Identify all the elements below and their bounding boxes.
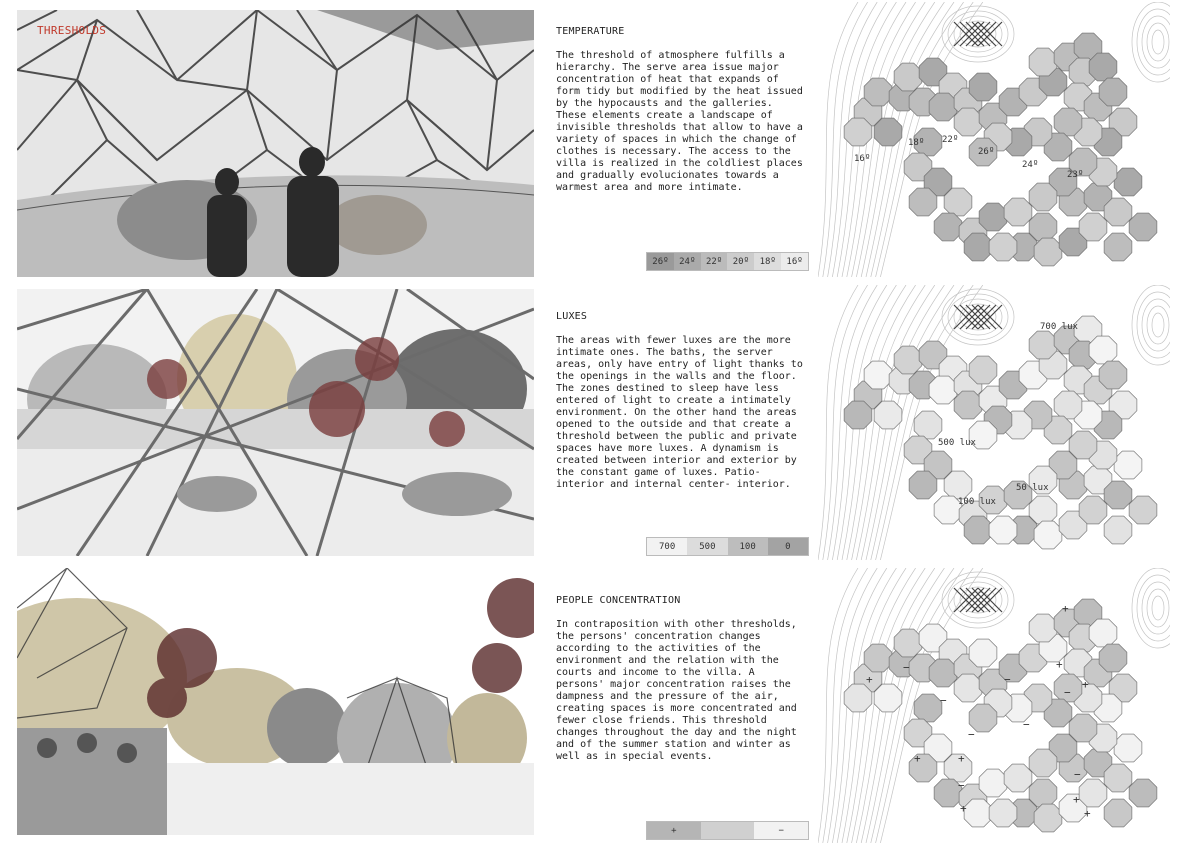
sheet-title: THRESHOLDS bbox=[37, 24, 107, 37]
plan-cell bbox=[894, 63, 922, 91]
plan-cell bbox=[954, 674, 982, 702]
people-text bbox=[556, 595, 806, 763]
plan-cell bbox=[1104, 198, 1132, 226]
concentration-mark: + bbox=[1056, 658, 1063, 671]
people-plan bbox=[818, 568, 1170, 843]
plan-cell bbox=[1029, 183, 1057, 211]
plan-cell bbox=[1089, 53, 1117, 81]
plan-cell bbox=[989, 516, 1017, 544]
courtyard-image bbox=[17, 289, 534, 556]
plan-cell bbox=[1079, 779, 1107, 807]
plan-cell bbox=[1104, 481, 1132, 509]
plan-cell bbox=[1029, 779, 1057, 807]
plan-cell bbox=[1089, 336, 1117, 364]
concentration-mark: + bbox=[960, 802, 967, 815]
plan-cell bbox=[954, 391, 982, 419]
plan-cell bbox=[1104, 516, 1132, 544]
plan-cell bbox=[844, 401, 872, 429]
concentration-mark: + bbox=[1062, 602, 1069, 615]
section-body: The threshold of atmosphere fulfills a hierarchy. The serve area issue major concentration of heat that expands of form tidy but modified by the heat issued by the hypocausts and the galleries. These elements create a landscape of invisible thresholds that allow to have a variety of spaces in which the change of clothes is necessary. The access to the villa is realized in the coldliest places and gradually evolucionates towards a warmest area and more intimate. bbox=[556, 50, 803, 193]
plan-cell bbox=[1004, 198, 1032, 226]
plan-label: 50 lux bbox=[1016, 483, 1049, 493]
concentration-mark: + bbox=[1082, 678, 1089, 691]
plan-cell bbox=[989, 799, 1017, 827]
plan-cell bbox=[909, 188, 937, 216]
plan-cell bbox=[1129, 779, 1157, 807]
plan-cell bbox=[1029, 496, 1057, 524]
plan-cell bbox=[1029, 749, 1057, 777]
plan-cell bbox=[1099, 361, 1127, 389]
plan-cell bbox=[894, 629, 922, 657]
legend-cell: 24º bbox=[674, 253, 701, 270]
plan-cell bbox=[1004, 764, 1032, 792]
plan-cell bbox=[1034, 521, 1062, 549]
plan-label: 24º bbox=[1022, 160, 1039, 170]
section-body: The areas with fewer luxes are the more intimate ones. The baths, the server areas, only have entry of light thanks to the openings in the walls and the floor. The zones destined to sleep have less entered of light to create a intimately environment. On the other hand the areas opened to the outside and that create a threshold between the public and private spaces have more luxes. A dynamism is created between interior and exterior by the constant game of luxes. Patio-interior and internal center- interior. bbox=[556, 335, 803, 490]
legend-cell: + bbox=[647, 822, 701, 839]
concentration-mark: − bbox=[903, 661, 910, 674]
plan-cell bbox=[1069, 714, 1097, 742]
plan-cell bbox=[1114, 451, 1142, 479]
plan-cell bbox=[844, 118, 872, 146]
plan-cell bbox=[1054, 108, 1082, 136]
site-plan-diagram bbox=[818, 285, 1170, 560]
plan-cell bbox=[914, 694, 942, 722]
plan-cell bbox=[969, 73, 997, 101]
temperature-text bbox=[556, 26, 806, 194]
legend-cell: 22º bbox=[701, 253, 728, 270]
site-plan-diagram bbox=[818, 2, 1170, 277]
plan-cell bbox=[944, 188, 972, 216]
luxes-plan bbox=[818, 285, 1170, 560]
plan-cell bbox=[929, 659, 957, 687]
section-title: PEOPLE CONCENTRATION bbox=[556, 595, 681, 606]
concentration-mark: + bbox=[914, 752, 921, 765]
plan-cell bbox=[1129, 496, 1157, 524]
section-title: TEMPERATURE bbox=[556, 26, 625, 37]
festival-image bbox=[17, 568, 534, 835]
concentration-mark: + bbox=[958, 752, 965, 765]
contour-line bbox=[1152, 313, 1164, 337]
site-plan-diagram bbox=[818, 568, 1170, 843]
concentration-mark: − bbox=[940, 694, 947, 707]
plan-cell bbox=[909, 471, 937, 499]
plan-cell bbox=[1114, 734, 1142, 762]
plan-cell bbox=[969, 356, 997, 384]
plan-cell bbox=[1099, 78, 1127, 106]
plan-label: 700 lux bbox=[1040, 322, 1078, 332]
concentration-mark: − bbox=[1074, 768, 1081, 781]
plan-cell bbox=[1034, 804, 1062, 832]
plan-cell bbox=[964, 799, 992, 827]
plan-cell bbox=[1069, 431, 1097, 459]
people-render bbox=[17, 568, 534, 835]
plan-cell bbox=[1029, 48, 1057, 76]
concentration-mark: + bbox=[866, 673, 873, 686]
plan-cell bbox=[1079, 213, 1107, 241]
contour-line bbox=[1142, 16, 1170, 68]
concentration-mark: − bbox=[1064, 686, 1071, 699]
luxes-render bbox=[17, 289, 534, 556]
plan-cell bbox=[929, 93, 957, 121]
plan-label: 500 lux bbox=[938, 438, 976, 448]
plan-cell bbox=[979, 203, 1007, 231]
plan-cell bbox=[914, 411, 942, 439]
plan-label: 22º bbox=[942, 135, 959, 145]
plan-cell bbox=[874, 401, 902, 429]
plan-label: 23º bbox=[1067, 170, 1084, 180]
contour-line bbox=[1152, 596, 1164, 620]
plan-cell bbox=[979, 769, 1007, 797]
legend-cell: 18º bbox=[754, 253, 781, 270]
plan-cell bbox=[1029, 614, 1057, 642]
plan-cell bbox=[844, 684, 872, 712]
concentration-mark: + bbox=[1084, 807, 1091, 820]
concentration-mark: − bbox=[968, 728, 975, 741]
legend-cell: 26º bbox=[647, 253, 674, 270]
contour-line bbox=[1147, 589, 1169, 627]
plan-cell bbox=[874, 684, 902, 712]
legend-cell: − bbox=[754, 822, 808, 839]
plan-cell bbox=[1104, 233, 1132, 261]
plan-cell bbox=[1104, 764, 1132, 792]
luxes-text bbox=[556, 311, 806, 491]
legend-cell bbox=[701, 822, 755, 839]
plan-cell bbox=[944, 471, 972, 499]
plan-cell bbox=[874, 118, 902, 146]
contour-line bbox=[1147, 306, 1169, 344]
plan-cell bbox=[1054, 391, 1082, 419]
contour-line bbox=[1152, 30, 1164, 54]
contour-line bbox=[1147, 23, 1169, 61]
plan-cell bbox=[1029, 213, 1057, 241]
plan-cell bbox=[1104, 799, 1132, 827]
plan-cell bbox=[864, 78, 892, 106]
plan-cell bbox=[1129, 213, 1157, 241]
luxes-legend bbox=[646, 537, 809, 556]
legend-cell: 20º bbox=[727, 253, 754, 270]
legend-cell: 16º bbox=[781, 253, 808, 270]
plan-cell bbox=[964, 516, 992, 544]
plan-label: 26º bbox=[978, 147, 995, 157]
plan-cell bbox=[989, 233, 1017, 261]
plan-cell bbox=[864, 361, 892, 389]
temperature-legend bbox=[646, 252, 809, 271]
concentration-mark: + bbox=[1073, 793, 1080, 806]
plan-cell bbox=[1114, 168, 1142, 196]
plan-label: 18º bbox=[908, 138, 925, 148]
contour-line bbox=[1142, 582, 1170, 634]
plan-cell bbox=[1079, 496, 1107, 524]
plan-cell bbox=[864, 644, 892, 672]
concentration-mark: − bbox=[1023, 718, 1030, 731]
plan-cell bbox=[929, 376, 957, 404]
dome-interior-image bbox=[17, 10, 534, 277]
plan-cell bbox=[1034, 238, 1062, 266]
people-legend bbox=[646, 821, 809, 840]
plan-cell bbox=[969, 639, 997, 667]
plan-cell bbox=[1099, 644, 1127, 672]
plan-cell bbox=[894, 346, 922, 374]
plan-label: 16º bbox=[854, 154, 871, 164]
legend-cell: 500 bbox=[687, 538, 727, 555]
section-title: LUXES bbox=[556, 311, 588, 322]
plan-cell bbox=[964, 233, 992, 261]
plan-cell bbox=[954, 108, 982, 136]
legend-cell: 700 bbox=[647, 538, 687, 555]
plan-cell bbox=[1029, 331, 1057, 359]
section-body: In contraposition with other thresholds, the persons' concentration changes according to the activities of the environment and the relation with the courts and income to the villa. A persons' major concentration raises the dampness and the pressure of the air, creating spaces is more concentrated and fewer close friends. This threshold changes throughout the day and the night and of the summer station and winter as well as in special events. bbox=[556, 619, 797, 762]
concentration-mark: − bbox=[1004, 673, 1011, 686]
concentration-mark: − bbox=[958, 779, 965, 792]
temperature-plan bbox=[818, 2, 1170, 277]
contour-line bbox=[1142, 299, 1170, 351]
plan-label: 100 lux bbox=[958, 497, 996, 507]
plan-cell bbox=[1089, 619, 1117, 647]
plan-cell bbox=[934, 213, 962, 241]
temperature-render bbox=[17, 10, 534, 277]
legend-cell: 100 bbox=[728, 538, 768, 555]
legend-cell: 0 bbox=[768, 538, 808, 555]
